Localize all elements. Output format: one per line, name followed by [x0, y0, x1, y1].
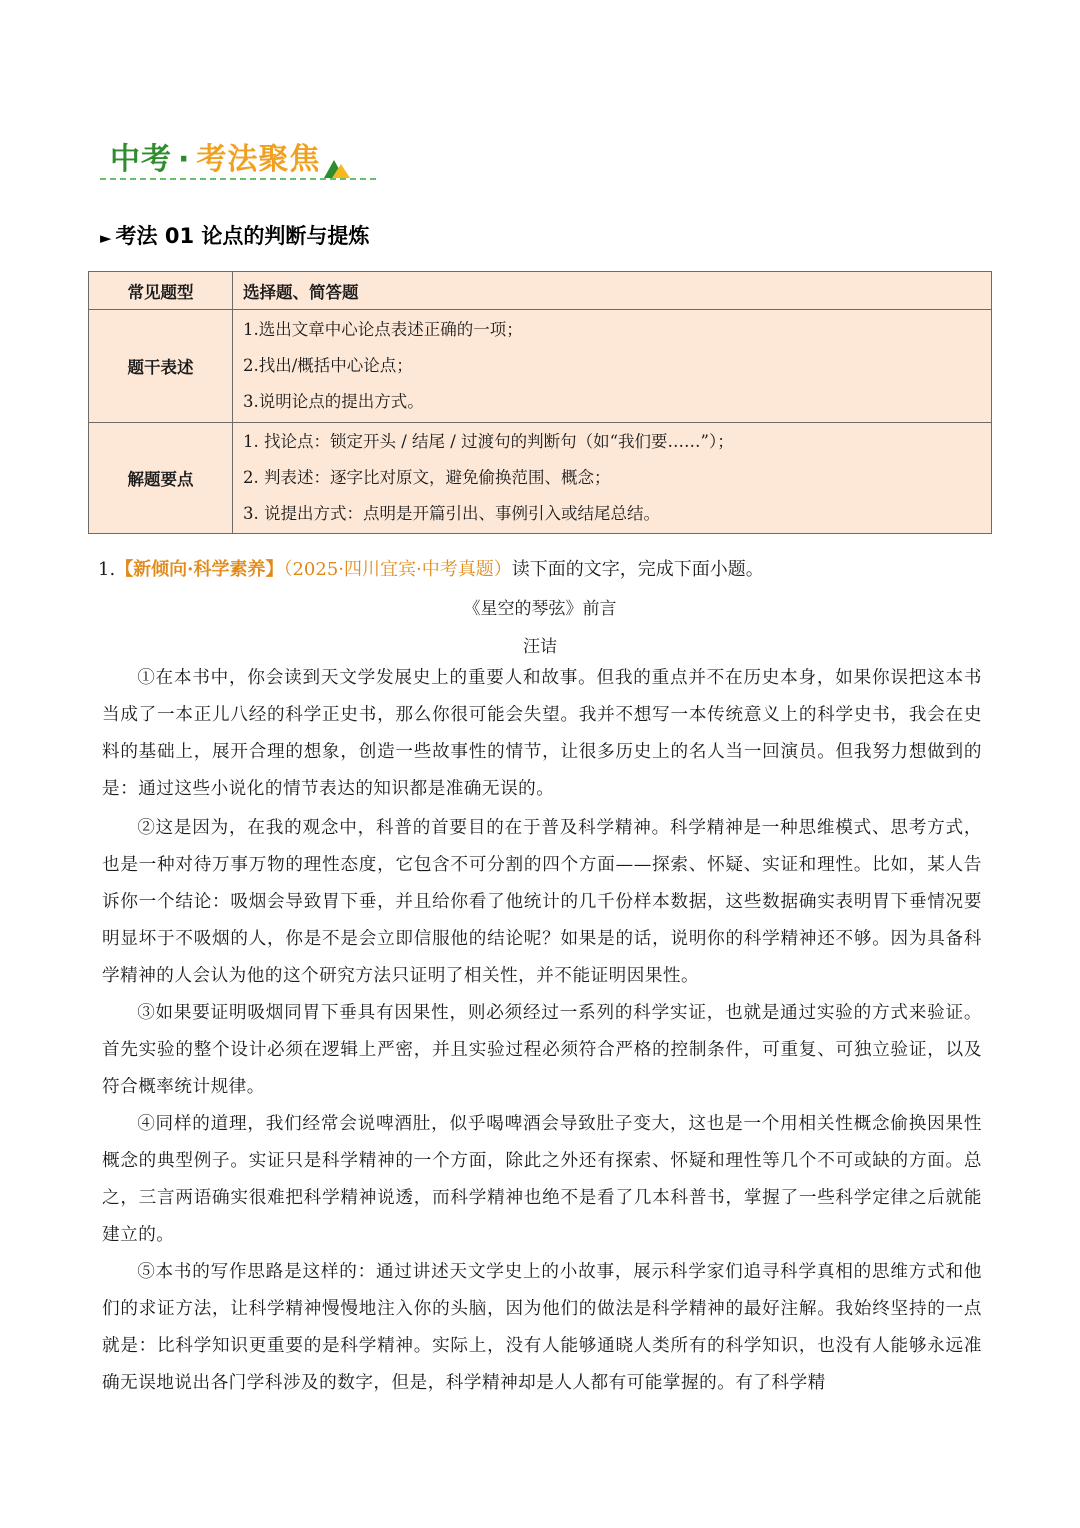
- section-banner: [100, 132, 380, 184]
- triangle-marker-icon: ►: [100, 229, 112, 247]
- row-label: 题干表述: [89, 310, 233, 423]
- list-item: 1.选出文章中心论点表述正确的一项；: [243, 320, 523, 339]
- list-item: 3. 说提出方式：点明是开篇引出、事例引入或结尾总结。: [243, 504, 660, 523]
- article-paragraph: ③如果要证明吸烟同胃下垂具有因果性，则必须经过一系列的科学实证，也就是通过实验的方式来验证。首先实验的整个设计必须在逻辑上严密，并且实验过程必须符合严格的控制条件，可重复、可独立验证，以及符合概率统计规律。: [102, 1003, 982, 1097]
- article-author: 汪诘: [523, 637, 557, 657]
- row-label: 解题要点: [89, 423, 233, 534]
- banner-dot: ·: [178, 142, 191, 177]
- row-value: [233, 423, 992, 534]
- article-paragraph: ①在本书中，你会读到天文学发展史上的重要人和故事。但我的重点并不在历史本身，如果你误把这本书当成了一本正儿八经的科学正史书，那么你很可能会失望。我并不想写一本传统意义上的科学史书，我会在史料的基础上，展开合理的想象，创造一些故事性的情节，让很多历史上的名人当一回演员。但我努力想做到的是：通过这些小说化的情节表达的知识都是准确无误的。: [102, 668, 982, 799]
- row-value: [233, 310, 992, 423]
- banner-divider: [100, 178, 376, 180]
- section-heading: [100, 220, 369, 250]
- list-item: 1. 找论点：锁定开头 / 结尾 / 过渡句的判断句（如“我们要……”）；: [243, 432, 734, 451]
- list-item: 2.找出/概括中心论点；: [243, 356, 413, 375]
- banner-part1: 中考: [110, 142, 172, 177]
- question-number: 1.: [98, 559, 116, 580]
- question-tag: 【新倾向·科学素养】: [115, 559, 284, 580]
- list-item: 2. 判表述：逐字比对原文，避免偷换范围、概念；: [243, 468, 611, 487]
- article-paragraph: ④同样的道理，我们经常会说啤酒肚，似乎喝啤酒会导致肚子变大，这也是一个用相关性概念偷换因果性概念的典型例子。实证只是科学精神的一个方面，除此之外还有探索、怀疑和理性等几个不可或缺的方面。总之，三言两语确实很难把科学精神说透，而科学精神也绝不是看了几本科普书，掌握了一些科学定律之后就能建立的。: [102, 1114, 982, 1245]
- table-row: [89, 310, 992, 423]
- table-row: [89, 272, 992, 310]
- row-value: 选择题、简答题: [233, 272, 992, 310]
- mountain-icon: [322, 154, 352, 178]
- banner-part2: 考法聚焦: [196, 142, 321, 177]
- banner-title: [110, 134, 320, 178]
- table-row: [89, 423, 992, 534]
- section-title: 考法 01 论点的判断与提炼: [115, 224, 370, 248]
- article-title: 《星空的琴弦》前言: [463, 599, 617, 619]
- question-instruction: 读下面的文字，完成下面小题。: [511, 559, 764, 580]
- article-paragraph: ⑤本书的写作思路是这样的：通过讲述天文学史上的小故事，展示科学家们追寻科学真相的思维方式和他们的求证方法，让科学精神慢慢地注入你的头脑，因为他们的做法是科学精神的最好注解。我始终坚持的一点就是：比科学知识更重要的是科学精神。实际上，没有人能够通晓人类所有的科学知识，也没有人能够永远准确无误地说出各门学科涉及的数字，但是，科学精神却是人人都有可能掌握的。有了科学精: [102, 1262, 982, 1393]
- article-paragraph: ②这是因为，在我的观念中，科普的首要目的在于普及科学精神。科学精神是一种思维模式、思考方式，也是一种对待万事万物的理性态度，它包含不可分割的四个方面——探索、怀疑、实证和理性。比如，某人告诉你一个结论：吸烟会导致胃下垂，并且给你看了他统计的几千份样本数据，这些数据确实表明胃下垂情况要明显坏于不吸烟的人，你是不是会立即信服他的结论呢？如果是的话，说明你的科学精神还不够。因为具备科学精神的人会认为他的这个研究方法只证明了相关性，并不能证明因果性。: [102, 818, 982, 986]
- method-table: [88, 271, 992, 534]
- question-source: （2025·四川宜宾·中考真题）: [283, 559, 512, 580]
- list-item: 3.说明论点的提出方式。: [243, 392, 424, 411]
- row-label: 常见题型: [89, 272, 233, 310]
- question-header: [98, 555, 764, 581]
